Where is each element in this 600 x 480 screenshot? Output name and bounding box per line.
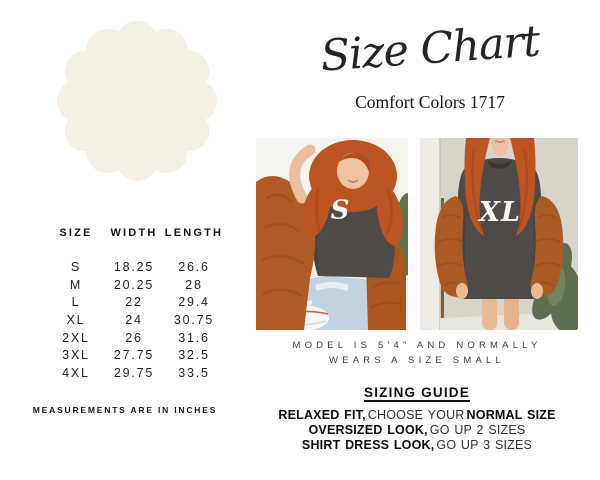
table-cell: 29.4 <box>178 295 210 310</box>
guide-bold-text: OVERSIZED LOOK, <box>308 422 428 437</box>
table-row <box>44 276 228 294</box>
measurements-note: MEASUREMENTS ARE IN INCHES <box>32 405 218 415</box>
table-row <box>44 329 228 347</box>
table-cell: 24 <box>125 312 143 327</box>
table-cell: S <box>70 259 82 274</box>
model-photo-small-illustration <box>256 138 408 330</box>
shirt-size-letter-xl: XL <box>479 196 521 228</box>
table-cell: 32.5 <box>178 348 210 363</box>
sizing-guide-line-relaxed <box>256 408 578 423</box>
model-note <box>256 339 578 368</box>
guide-regular-text: CHOOSE YOUR <box>367 408 465 422</box>
model-note-line1: MODEL IS 5'4" AND NORMALLY <box>292 340 542 351</box>
sizing-guide-heading: SIZING GUIDE <box>364 385 470 400</box>
table-row <box>44 258 228 276</box>
table-row <box>44 311 228 329</box>
guide-bold-text: NORMAL SIZE <box>466 408 556 422</box>
table-cell: 2XL <box>62 330 90 345</box>
table-cell: 20.25 <box>113 277 155 292</box>
table-cell: L <box>71 295 81 310</box>
table-cell: 31.6 <box>178 330 210 345</box>
table-row <box>44 346 228 364</box>
shirt-size-letter-s: S <box>330 195 350 226</box>
guide-bold-text: SHIRT DRESS LOOK, <box>301 437 435 452</box>
table-row <box>44 293 228 311</box>
table-cell: 18.25 <box>113 259 155 274</box>
size-table <box>44 227 228 382</box>
table-cell: 4XL <box>62 365 90 380</box>
guide-regular-text: GO UP 3 SIZES <box>436 437 533 452</box>
table-cell: 29.75 <box>113 365 155 380</box>
header-size: SIZE <box>59 227 93 239</box>
sizing-guide-line-oversized <box>256 423 578 438</box>
model-photo-xl-illustration <box>420 138 578 330</box>
table-cell: 3XL <box>62 348 90 363</box>
header-width: WIDTH <box>110 227 158 239</box>
guide-bold-text: RELAXED FIT, <box>278 408 366 422</box>
table-cell: 27.75 <box>113 348 155 363</box>
sizing-guide-line-shirtdress <box>256 438 578 453</box>
table-row <box>44 364 228 382</box>
table-cell: 28 <box>185 277 203 292</box>
table-cell: 33.5 <box>178 365 210 380</box>
scallop-badge <box>57 21 217 181</box>
brand-subtitle: Comfort Colors 1717 <box>355 92 505 112</box>
table-cell: 26.6 <box>178 259 210 274</box>
header-length: LENGTH <box>164 227 224 239</box>
guide-regular-text: GO UP 2 SIZES <box>429 422 526 437</box>
model-photo-xl <box>420 138 578 330</box>
table-cell: 26 <box>125 330 143 345</box>
sizing-guide-lines <box>256 408 578 452</box>
size-chart-title: Size Chart <box>318 16 541 82</box>
table-cell: M <box>69 277 83 292</box>
size-table-header <box>44 227 228 239</box>
model-note-line2: WEARS A SIZE SMALL <box>329 354 505 366</box>
table-cell: 30.75 <box>173 312 215 327</box>
model-photo-small <box>256 138 408 330</box>
table-cell: 22 <box>125 295 143 310</box>
table-cell: XL <box>66 312 86 327</box>
